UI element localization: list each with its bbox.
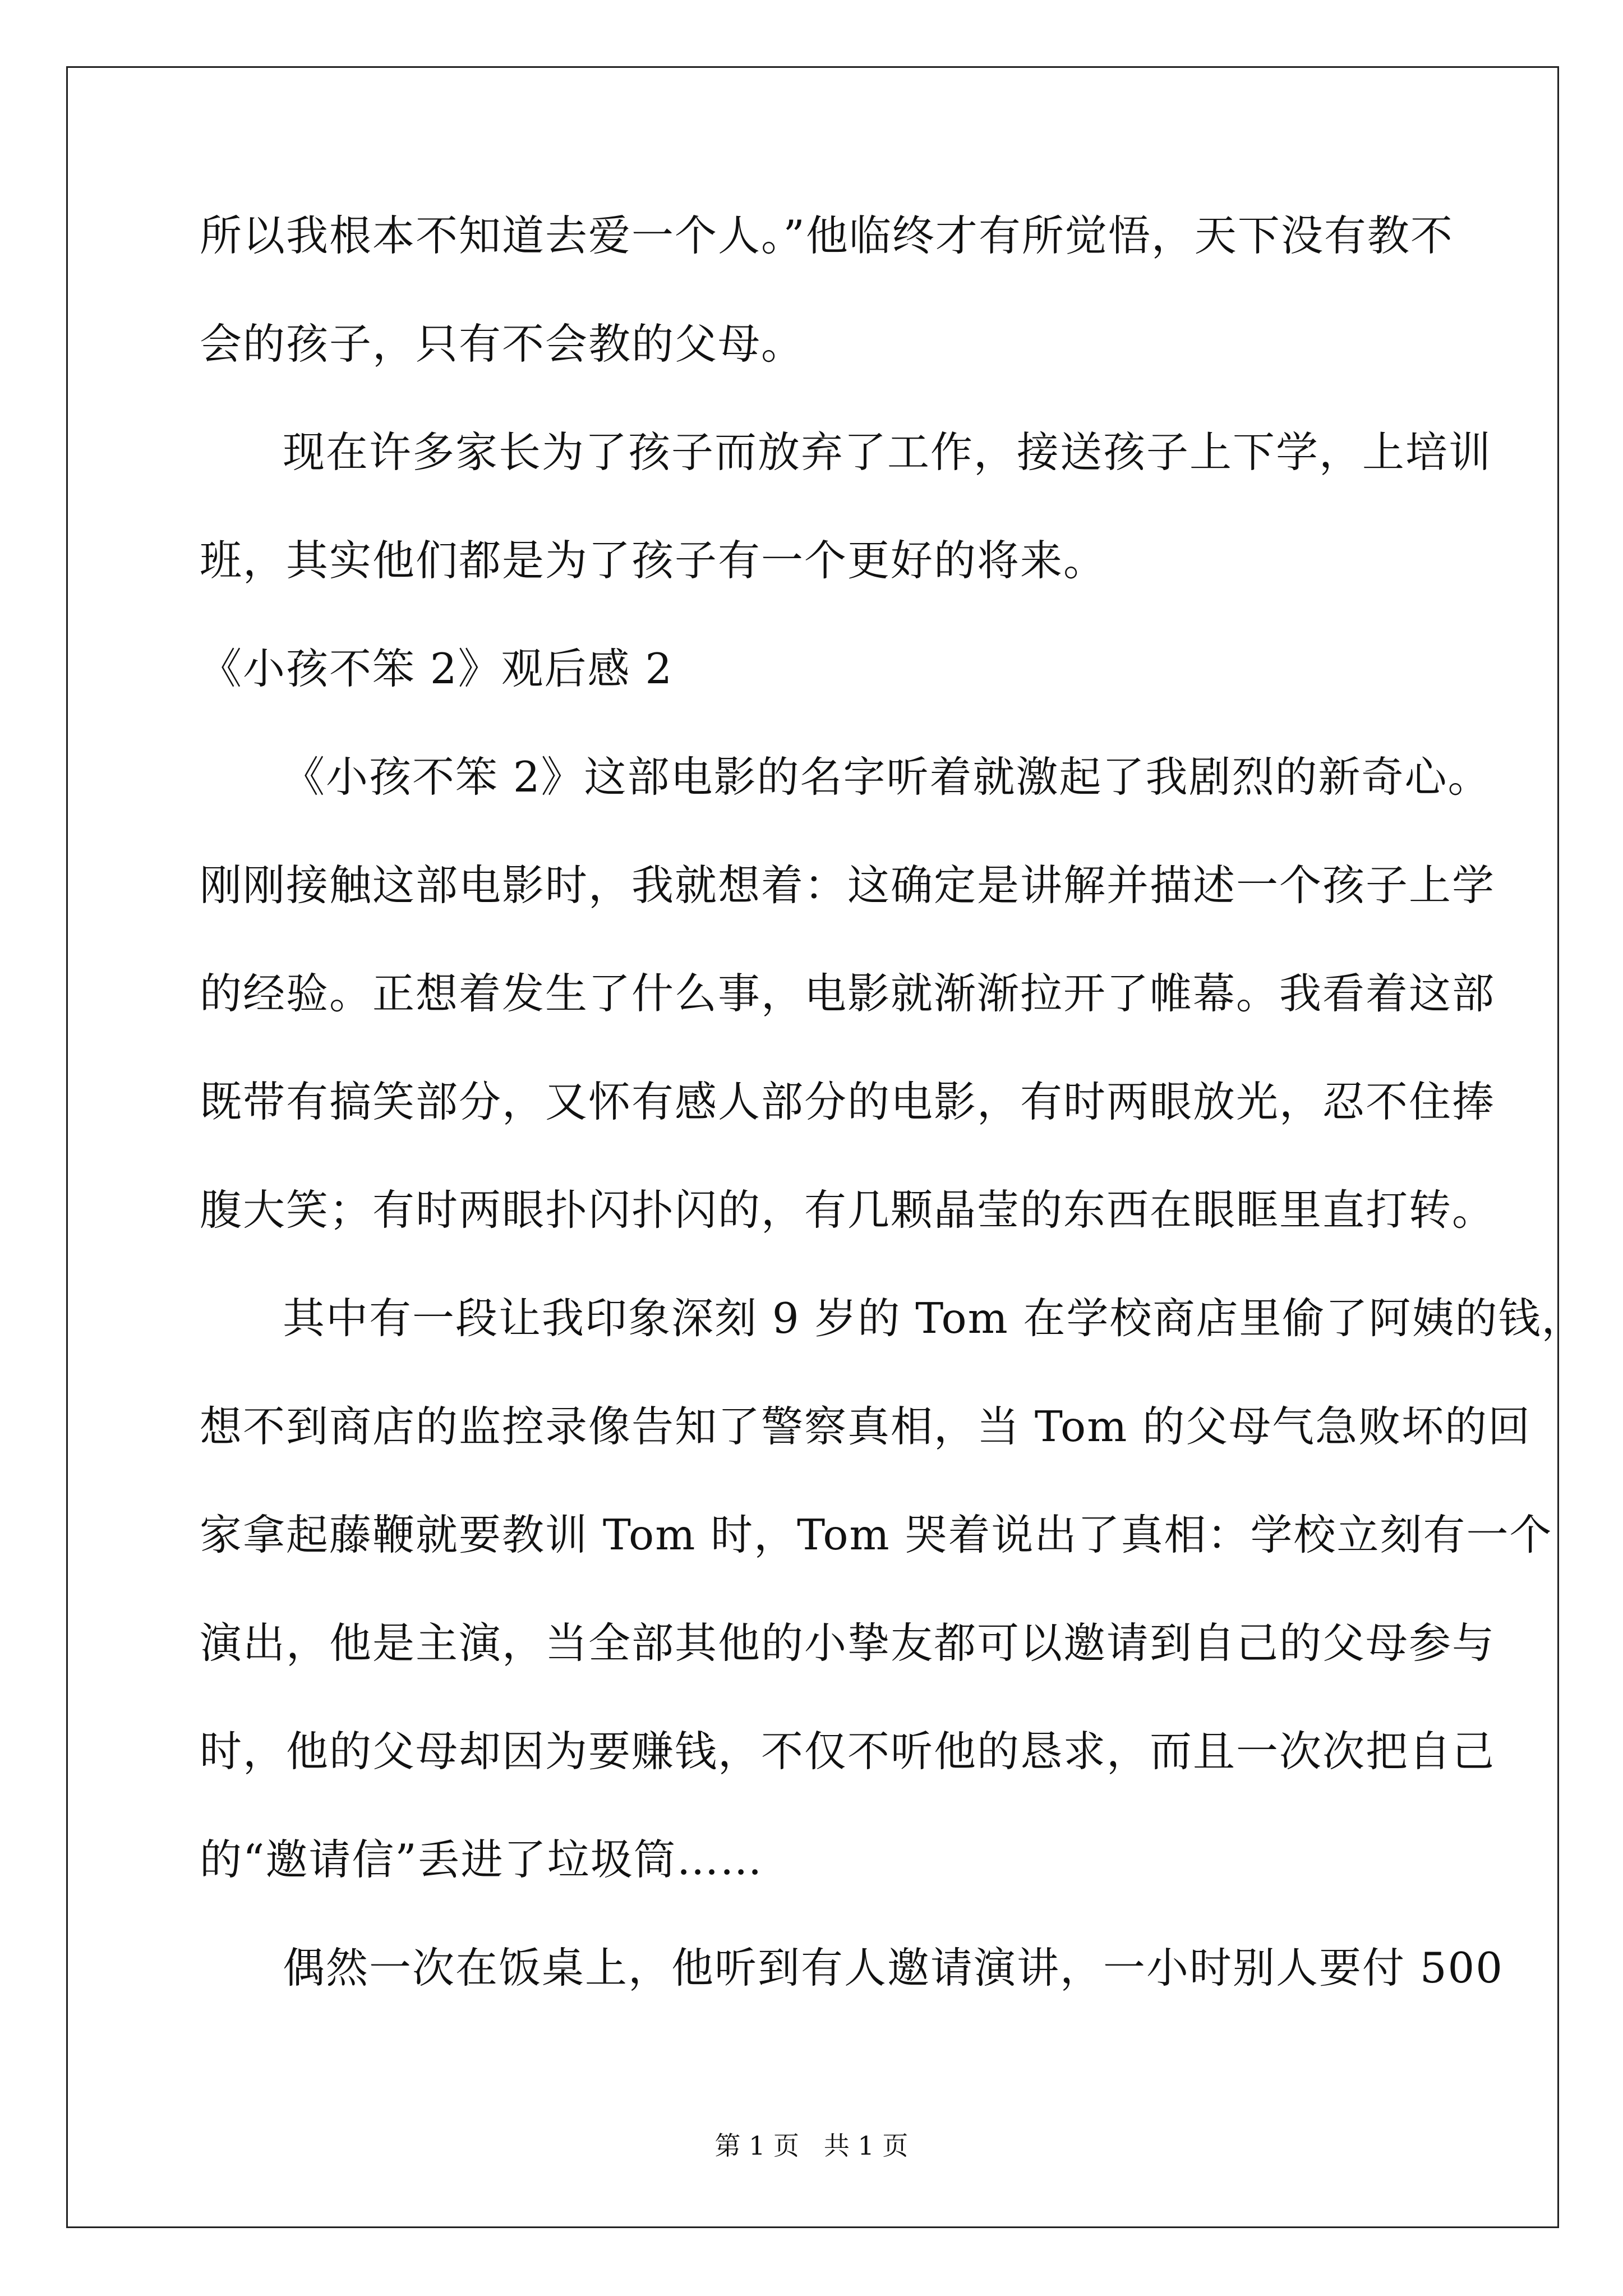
section-heading: 《小孩不笨 2》观后感 2 bbox=[200, 644, 674, 693]
page-border bbox=[66, 66, 1559, 2228]
text-line: 腹大笑；有时两眼扑闪扑闪的，有几颗晶莹的东西在眼眶里直打转。 bbox=[200, 1185, 1496, 1235]
text-line: 的“邀请信”丢进了垃圾筒…… bbox=[200, 1835, 763, 1884]
text-line: 演出，他是主演，当全部其他的小挚友都可以邀请到自己的父母参与 bbox=[200, 1618, 1496, 1668]
text-line: 班，其实他们都是为了孩子有一个更好的将来。 bbox=[200, 536, 1107, 585]
text-line: 想不到商店的监控录像告知了警察真相，当 Tom 的父母气急败坏的回 bbox=[200, 1402, 1532, 1451]
paragraph-start-line: 现在许多家长为了孩子而放弃了工作，接送孩子上下学，上培训 bbox=[283, 427, 1492, 477]
text-line: 所以我根本不知道去爱一个人。”他临终才有所觉悟，天下没有教不 bbox=[200, 211, 1454, 260]
text-line: 的经验。正想着发生了什么事，电影就渐渐拉开了帷幕。我看着这部 bbox=[200, 969, 1496, 1018]
text-line: 时，他的父母却因为要赚钱，不仅不听他的恳求，而且一次次把自己 bbox=[200, 1727, 1496, 1776]
text-line: 刚刚接触这部电影时，我就想着：这确定是讲解并描述一个孩子上学 bbox=[200, 861, 1496, 910]
text-line: 家拿起藤鞭就要教训 Tom 时，Tom 哭着说出了真相：学校立刻有一个 bbox=[200, 1510, 1553, 1559]
text-line: 会的孩子，只有不会教的父母。 bbox=[200, 319, 805, 369]
paragraph-start-line: 其中有一段让我印象深刻 9 岁的 Tom 在学校商店里偷了阿姨的钱， bbox=[283, 1294, 1585, 1343]
paragraph-start-line: 《小孩不笨 2》这部电影的名字听着就激起了我剧烈的新奇心。 bbox=[283, 752, 1491, 802]
paragraph-start-line: 偶然一次在饭桌上，他听到有人邀请演讲，一小时别人要付 500 bbox=[283, 1943, 1504, 1993]
page-number-footer: 第 1 页 共 1 页 bbox=[714, 2131, 909, 2161]
text-line: 既带有搞笑部分，又怀有感人部分的电影，有时两眼放光，忍不住捧 bbox=[200, 1077, 1496, 1126]
